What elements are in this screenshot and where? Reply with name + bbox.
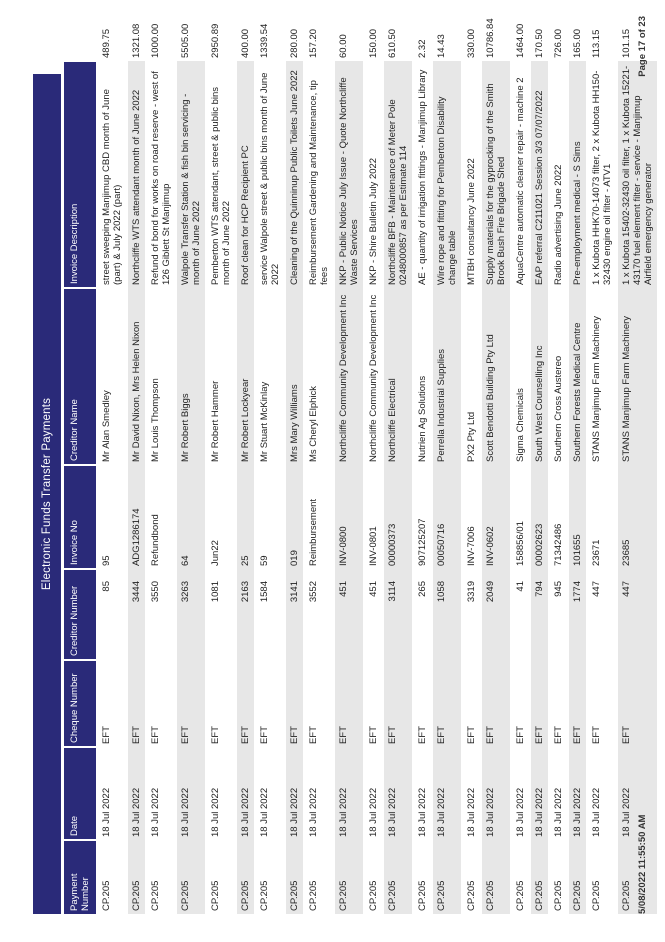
cell-cheque_number: EFT — [417, 726, 428, 744]
cell-cheque_number: EFT — [621, 726, 632, 744]
cell-date: 18 Jul 2022 — [210, 787, 221, 837]
table-row: CP.205 18 Jul 2022 EFT 3550 Refundbond Mr Louis Thompson Refund of bond for works on road reserve - west of 126 Giblett St Manjimup 1000.00 — [146, 61, 176, 914]
cell-payment_number: CP.205 — [466, 880, 477, 911]
cell-invoice_no: 00050716 — [436, 523, 447, 566]
cell-creditor_number: 794 — [534, 581, 545, 597]
cell-invoice_no: 95 — [101, 555, 112, 566]
table-row: CP.205 18 Jul 2022 EFT 447 23671 STANS Manjimup Farm Machinery 1 x Kubota HHK70-14073 filter, 2 x Kubota HH150-32430 engine oil filter - ATV1 113.15 — [587, 61, 617, 914]
cell-creditor_number: 1774 — [572, 581, 583, 603]
table-row: CP.205 18 Jul 2022 EFT 3114 00000373 Northcliffe Electrical Northcliffe BFB - Maintenance of Meter Pole 0248000857 as per Estimate 114 610.50 — [383, 61, 413, 914]
cell-payment_number: CP.205 — [485, 880, 496, 911]
cell-payment_number: CP.205 — [572, 880, 583, 911]
cell-date: 18 Jul 2022 — [240, 787, 251, 837]
cell-creditor_name: South West Counselling Inc — [534, 345, 545, 462]
cell-invoice_no: ADG1286174 — [131, 508, 142, 566]
cell-invoice_description: Walpole Transfer Station & fish bin servicing - month of June 2022 — [180, 93, 202, 285]
cell-invoice_description: Northcliffe BFB - Maintenance of Meter Pole 0248000857 as per Estimate 114 — [387, 99, 409, 285]
cell-invoice_description: Northcliffe WTS attendant month of June 2022 — [131, 89, 142, 285]
cell-creditor_number: 85 — [101, 581, 112, 592]
cell-payment_number: CP.205 — [338, 880, 349, 911]
cell-creditor_name: STANS Manjimup Farm Machinery — [621, 315, 632, 462]
cell-cheque_number: EFT — [210, 726, 221, 744]
cell-invoice_description: NKP - Public Notice July Issue - Quote Northcliffe Waste Services — [338, 77, 360, 285]
table-row: CP.205 18 Jul 2022 EFT 3552 Reimbursement Ms Cheryl Elphick Reimbursement Gardening and Maintenance, tip fees 157.20 — [304, 61, 334, 914]
table-row: CP.205 18 Jul 2022 EFT 451 INV-0801 Northcliffe Community Development Inc NKP - Shire Bulletin July 2022 150.00 — [364, 61, 383, 914]
cell-cheque_number: EFT — [289, 726, 300, 744]
report-title-bar — [33, 74, 61, 914]
cell-creditor_number: 265 — [417, 581, 428, 597]
cell-invoice_description: Pemberton WTS attendant, street & public bins month of June 2022 — [210, 86, 232, 285]
table-row: CP.205 18 Jul 2022 EFT 2163 25 Mr Robert Lockyear Roof clean for HCP Recipient PC 400.00 — [236, 61, 255, 914]
cell-cheque_number: EFT — [572, 726, 583, 744]
cell-payment_number: CP.205 — [621, 880, 632, 911]
cell-date: 18 Jul 2022 — [259, 787, 270, 837]
cell-payment_number: CP.205 — [591, 880, 602, 911]
cell-creditor_number: 2049 — [485, 581, 496, 603]
cell-payment_number: CP.205 — [308, 880, 319, 911]
cell-creditor_name: Scott Bendotti Building Pty Ltd — [485, 334, 496, 462]
cell-payment_number: CP.205 — [131, 880, 142, 911]
cell-payment_number: CP.205 — [417, 880, 428, 911]
cell-cheque_number: EFT — [515, 726, 526, 744]
cell-invoice_description: 1 x Kubota HHK70-14073 filter, 2 x Kubota HH150-32430 engine oil filter - ATV1 — [591, 70, 613, 285]
header-cell-invoice_description: Invoice Description — [64, 61, 97, 288]
cell-creditor_number: 3319 — [466, 581, 477, 603]
table-row: CP.205 18 Jul 2022 EFT 3444 ADG1286174 Mr David Nixon, Mrs Helen Nixon Northcliffe WTS attendant month of June 2022 1321.08 — [127, 61, 146, 914]
cell-invoice_no: 019 — [289, 550, 300, 566]
cell-payment_number: CP.205 — [436, 880, 447, 911]
cell-creditor_number: 1584 — [259, 581, 270, 603]
cell-creditor_name: Southern Forests Medical Centre — [572, 322, 583, 462]
cell-cheque_number: EFT — [240, 726, 251, 744]
table-row: CP.205 18 Jul 2022 EFT 3141 019 Mrs Mary Williams Cleaning of the Quinninup Public Toilets June 2022 280.00 — [285, 61, 304, 914]
cell-creditor_number: 3550 — [150, 581, 161, 603]
cell-cheque_number: EFT — [591, 726, 602, 744]
cell-invoice_no: 00002623 — [534, 523, 545, 566]
cell-date: 18 Jul 2022 — [436, 787, 447, 837]
cell-creditor_number: 3263 — [180, 581, 191, 603]
footer-page-number: Page 17 of 23 — [637, 16, 648, 77]
header-cell-creditor_name: Creditor Name — [64, 288, 97, 465]
report-title: Electronic Funds Transfer Payments — [41, 397, 53, 591]
cell-payment_number: CP.205 — [240, 880, 251, 911]
cell-creditor_number: 451 — [368, 581, 379, 597]
cell-cheque_number: EFT — [387, 726, 398, 744]
cell-date: 18 Jul 2022 — [289, 787, 300, 837]
cell-date: 18 Jul 2022 — [572, 787, 583, 837]
cell-invoice_no: 23671 — [591, 539, 602, 566]
cell-date: 18 Jul 2022 — [387, 787, 398, 837]
table-row: CP.205 18 Jul 2022 EFT 1081 Jun22 Mr Robert Hammer Pemberton WTS attendant, street & public bins month of June 2022 2950.89 — [206, 61, 236, 914]
cell-invoice_description: Pre-employment medical - S Sims — [572, 141, 583, 285]
cell-invoice_no: Refundbond — [150, 514, 161, 566]
cell-creditor_number: 451 — [338, 581, 349, 597]
table-row: CP.205 18 Jul 2022 EFT 1058 00050716 Perrella Industrial Supplies Wire rope and fitting for Pemberton Disability change table 14.43 — [432, 61, 462, 914]
cell-date: 18 Jul 2022 — [417, 787, 428, 837]
cell-invoice_description: AquaCentre automatic cleaner repair - machine 2 — [515, 77, 526, 285]
footer-timestamp: 5/08/2022 11:55:50 AM — [637, 814, 648, 914]
cell-invoice_no: INV-0800 — [338, 526, 349, 566]
cell-invoice_description: AE - quantity of irrigation fittings - Manjimup Library — [417, 69, 428, 285]
cell-invoice_no: 64 — [180, 555, 191, 566]
cell-payment_number: CP.205 — [150, 880, 161, 911]
cell-cheque_number: EFT — [553, 726, 564, 744]
header-cell-creditor_number: Creditor Number — [64, 569, 97, 660]
cell-cheque_number: EFT — [368, 726, 379, 744]
table-row: CP.205 18 Jul 2022 EFT 85 95 Mr Alan Smedley street sweeping Manjimup CBD month of June (part) & July 2022 (part) 489.75 — [97, 61, 127, 914]
cell-creditor_name: Sigma Chemicals — [515, 388, 526, 462]
cell-creditor_number: 3114 — [387, 581, 398, 602]
header-cell-invoice_no: Invoice No — [64, 465, 97, 569]
cell-cheque_number: EFT — [466, 726, 477, 744]
cell-cheque_number: EFT — [485, 726, 496, 744]
cell-invoice_no: 25 — [240, 555, 251, 566]
cell-date: 18 Jul 2022 — [368, 787, 379, 837]
cell-invoice_no: INV-0602 — [485, 526, 496, 566]
cell-payment_number: CP.205 — [553, 880, 564, 911]
table-row: CP.205 18 Jul 2022 EFT 1774 101655 Southern Forests Medical Centre Pre-employment medical - S Sims 165.00 — [568, 61, 587, 914]
table-row: CP.205 18 Jul 2022 EFT 451 INV-0800 Northcliffe Community Development Inc NKP - Public Notice July Issue - Quote Northcliffe Waste Services 60.00 — [334, 61, 364, 914]
cell-creditor_name: Mr David Nixon, Mrs Helen Nixon — [131, 321, 142, 462]
cell-payment_number: CP.205 — [515, 880, 526, 911]
cell-payment_number: CP.205 — [387, 880, 398, 911]
cell-payment_number: CP.205 — [259, 880, 270, 911]
cell-invoice_no: INV-7006 — [466, 526, 477, 566]
cell-date: 18 Jul 2022 — [621, 787, 632, 837]
cell-date: 18 Jul 2022 — [131, 787, 142, 837]
cell-cheque_number: EFT — [338, 726, 349, 744]
cell-date: 18 Jul 2022 — [466, 787, 477, 837]
cell-creditor_number: 3552 — [308, 581, 319, 603]
cell-date: 18 Jul 2022 — [101, 787, 112, 837]
cell-date: 18 Jul 2022 — [338, 787, 349, 837]
cell-invoice_description: Reimbursement Gardening and Maintenance, tip fees — [308, 80, 330, 285]
cell-date: 18 Jul 2022 — [485, 787, 496, 837]
header-cell-payment_number: Payment Number — [64, 840, 97, 914]
cell-invoice_no: 101655 — [572, 534, 583, 566]
cell-invoice_description: Refund of bond for works on road reserve - west of 126 Giblett St Manjimup — [150, 71, 172, 285]
cell-creditor_name: Mr Robert Biggs — [180, 393, 191, 462]
cell-invoice_no: 23685 — [621, 539, 632, 566]
cell-invoice_description: Roof clean for HCP Recipient PC — [240, 145, 251, 285]
cell-invoice_description: Radio advertising June 2022 — [553, 164, 564, 285]
cell-invoice_description: service Walpole street & public bins month of June 2022 — [259, 72, 281, 285]
cell-creditor_name: Mr Louis Thompson — [150, 378, 161, 462]
cell-invoice_no: 71342486 — [553, 523, 564, 566]
cell-creditor_name: Ms Cheryl Elphick — [308, 385, 319, 462]
cell-creditor_name: Northcliffe Electrical — [387, 378, 398, 462]
table-row: CP.205 18 Jul 2022 EFT 3319 INV-7006 PX2 Pty Ltd MTBH consultancy June 2022 330.00 — [462, 61, 481, 914]
cell-cheque_number: EFT — [180, 726, 191, 744]
cell-creditor_number: 3444 — [131, 581, 142, 603]
cell-invoice_no: 907125207 — [417, 518, 428, 566]
footer — [637, 16, 648, 914]
cell-invoice_description: Wire rope and fitting for Pemberton Disability change table — [436, 96, 458, 285]
cell-date: 18 Jul 2022 — [308, 787, 319, 837]
cell-cheque_number: EFT — [308, 726, 319, 744]
cell-date: 18 Jul 2022 — [553, 787, 564, 837]
cell-invoice_description: Supply materials for the gyprocking of the Smith Brook Bush Fire Brigade Shed — [485, 83, 507, 285]
cell-invoice_no: 59 — [259, 555, 270, 566]
cell-invoice_no: 158856/01 — [515, 521, 526, 566]
cell-creditor_name: Northcliffe Community Development Inc — [368, 294, 379, 462]
cell-invoice_no: 00000373 — [387, 523, 398, 566]
cell-invoice_description: NKP - Shire Bulletin July 2022 — [368, 157, 379, 285]
cell-cheque_number: EFT — [259, 726, 270, 744]
cell-payment_number: CP.205 — [534, 880, 545, 911]
cell-creditor_number: 447 — [591, 581, 602, 597]
cell-creditor_number: 2163 — [240, 581, 251, 603]
cell-creditor_name: PX2 Pty Ltd — [466, 411, 477, 462]
cell-creditor_number: 3141 — [289, 581, 300, 603]
header-cell-cheque_number: Cheque Number — [64, 660, 97, 747]
cell-date: 18 Jul 2022 — [591, 787, 602, 837]
cell-creditor_name: Mrs Mary Williams — [289, 384, 300, 462]
cell-cheque_number: EFT — [150, 726, 161, 744]
cell-invoice_no: Reimbursement — [308, 498, 319, 566]
cell-invoice_description: Cleaning of the Quinninup Public Toilets June 2022 — [289, 70, 300, 285]
table-row: CP.205 18 Jul 2022 EFT 1584 59 Mr Stuart McKinlay service Walpole street & public bins month of June 2022 1339.54 — [255, 61, 285, 914]
cell-creditor_name: Perrella Industrial Supplies — [436, 348, 447, 462]
cell-cheque_number: EFT — [534, 726, 545, 744]
cell-date: 18 Jul 2022 — [150, 787, 161, 837]
cell-cheque_number: EFT — [131, 726, 142, 744]
table-row: CP.205 18 Jul 2022 EFT 794 00002623 South West Counselling Inc EAP referral C211021 Session 3/3 07/07/2022 170.50 — [530, 61, 549, 914]
cell-invoice_description: EAP referral C211021 Session 3/3 07/07/2022 — [534, 90, 545, 285]
table-row: CP.205 18 Jul 2022 EFT 3263 64 Mr Robert Biggs Walpole Transfer Station & fish bin servicing - month of June 2022 5505.00 — [176, 61, 206, 914]
cell-creditor_number: 41 — [515, 581, 526, 592]
cell-creditor_name: Nutrien Ag Solutions — [417, 375, 428, 462]
cell-payment_number: CP.205 — [180, 880, 191, 911]
table-row: CP.205 18 Jul 2022 EFT 945 71342486 Southern Cross Austereo Radio advertising June 2022 726.00 — [549, 61, 568, 914]
cell-creditor_name: Southern Cross Austereo — [553, 355, 564, 462]
cell-creditor_number: 447 — [621, 581, 632, 597]
cell-date: 18 Jul 2022 — [180, 787, 191, 837]
cell-invoice_description: 1 x Kubota 15402-32430 oil filter, 1 x Kubota 15221-43170 fuel element filter - service - Manjimup Airfield emergency generator — [621, 65, 654, 285]
cell-invoice_no: Jun22 — [210, 540, 221, 566]
cell-invoice_no: INV-0801 — [368, 526, 379, 566]
cell-creditor_name: Mr Robert Hammer — [210, 380, 221, 462]
cell-creditor_name: STANS Manjimup Farm Machinery — [591, 315, 602, 462]
header-cell-date: Date — [64, 747, 97, 840]
cell-date: 18 Jul 2022 — [515, 787, 526, 837]
table-row: CP.205 18 Jul 2022 EFT 265 907125207 Nutrien Ag Solutions AE - quantity of irrigation fittings - Manjimup Library 2.32 — [413, 61, 432, 914]
cell-payment_number: CP.205 — [368, 880, 379, 911]
cell-payment_number: CP.205 — [101, 880, 112, 911]
table-row: CP.205 18 Jul 2022 EFT 41 158856/01 Sigma Chemicals AquaCentre automatic cleaner repair - machine 2 1464.00 — [511, 61, 530, 914]
cell-creditor_number: 1081 — [210, 581, 221, 603]
cell-creditor_name: Northcliffe Community Development Inc — [338, 294, 349, 462]
cell-cheque_number: EFT — [101, 726, 112, 744]
cell-payment_number: CP.205 — [210, 880, 221, 911]
header-row: Payment Number Date Cheque Number Creditor Number Invoice No Creditor Name Invoice Description Inclusive Amount — [64, 61, 97, 914]
cell-date: 18 Jul 2022 — [534, 787, 545, 837]
cell-creditor_number: 945 — [553, 581, 564, 597]
cell-cheque_number: EFT — [436, 726, 447, 744]
cell-payment_number: CP.205 — [289, 880, 300, 911]
cell-creditor_name: Mr Alan Smedley — [101, 390, 112, 462]
table-row: CP.205 18 Jul 2022 EFT 2049 INV-0602 Scott Bendotti Building Pty Ltd Supply materials for the gyprocking of the Smith Brook Bush Fire Brigade Shed 10786.84 — [481, 61, 511, 914]
cell-creditor_name: Mr Stuart McKinlay — [259, 381, 270, 462]
cell-creditor_number: 1058 — [436, 581, 447, 603]
cell-invoice_description: street sweeping Manjimup CBD month of June (part) & July 2022 (part) — [101, 89, 123, 285]
cell-invoice_description: MTBH consultancy June 2022 — [466, 158, 477, 285]
cell-creditor_name: Mr Robert Lockyear — [240, 378, 251, 462]
table-row: CP.205 18 Jul 2022 EFT 447 23685 STANS Manjimup Farm Machinery 1 x Kubota 15402-32430 oil filter, 1 x Kubota 15221-43170 fuel element filter - service - Manjimup Airfield emergency generator 101.15 — [617, 61, 658, 914]
